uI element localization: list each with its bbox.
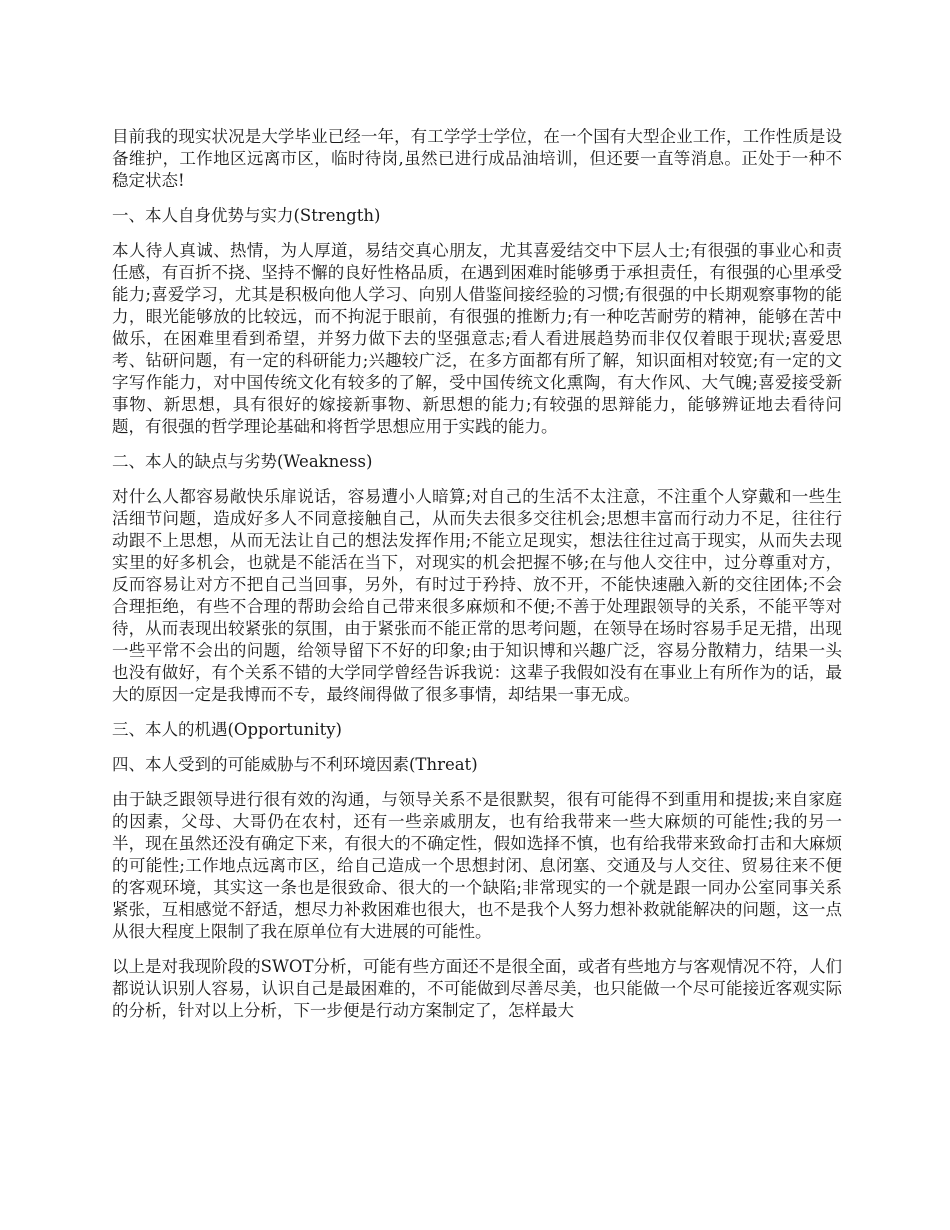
opportunity-heading: 三、本人的机遇(Opportunity) [112, 720, 342, 739]
threat-heading: 四、本人受到的可能威胁与不利环境因素(Threat) [112, 755, 478, 774]
intro-paragraph: 目前我的现实状况是大学毕业已经一年，有工学学士学位，在一个国有大型企业工作，工作性质是设备维护，工作地区远离市区，临时待岗,虽然已进行成品油培训，但还要一直等消息。正处于一种不稳定状态! [112, 127, 842, 190]
threat-paragraph: 由于缺乏跟领导进行很有效的沟通，与领导关系不是很默契，很有可能得不到重用和提拔;来自家庭的因素，父母、大哥仍在农村，还有一些亲戚朋友，也有给我带来一些大麻烦的可能性;我的另一半，现在虽然还没有确定下来，有很大的不确定性，假如选择不慎，也有给我带来致命打击和大麻烦的可能性;工作地点远离市区，给自己造成一个思想封闭、息闭塞、交通及与人交往、贸易往来不便的客观环境，其实这一条也是很致命、很大的一个缺陷;非常现实的一个就是跟一同办公室同事关系紧张，互相感觉不舒适，想尽力补救困难也很大，也不是我个人努力想补救就能解决的问题，这一点从很大程度上限制了我在原单位有大进展的可能性。 [112, 790, 842, 941]
strength-paragraph: 本人待人真诚、热情，为人厚道，易结交真心朋友，尤其喜爱结交中下层人士;有很强的事业心和责任感，有百折不挠、坚持不懈的良好性格品质，在遇到困难时能够勇于承担责任，有很强的心里承受能力;喜爱学习，尤其是积极向他人学习、向别人借鉴间接经验的习惯;有很强的中长期观察事物的能力，眼光能够放的比较远，而不拘泥于眼前，有很强的推断力;有一种吃苦耐劳的精神，能够在苦中做乐，在困难里看到希望，并努力做下去的坚强意志;看人看进展趋势而非仅仅着眼于现状;喜爱思考、钻研问题，有一定的科研能力;兴趣较广泛，在多方面都有所了解，知识面相对较宽;有一定的文字写作能力，对中国传统文化有较多的了解，受中国传统文化熏陶，有大作风、大气魄;喜爱接受新事物、新思想，具有很好的嫁接新事物、新思想的能力;有较强的思辩能力，能够辨证地去看待问题，有很强的哲学理论基础和将哲学思想应用于实践的能力。 [112, 241, 842, 436]
weakness-heading: 二、本人的缺点与劣势(Weakness) [112, 452, 373, 471]
weakness-paragraph: 对什么人都容易敞快乐扉说话，容易遭小人暗算;对自己的生活不太注意，不注重个人穿戴和一些生活细节问题，造成好多人不同意接触自己，从而失去很多交往机会;思想丰富而行动力不足，往往行动跟不上思想，从而无法让自己的想法发挥作用;不能立足现实，想法往往过高于现实，从而失去现实里的好多机会，也就是不能活在当下，对现实的机会把握不够;在与他人交往中，过分尊重对方，反而容易让对方不把自己当回事，另外，有时过于矜持、放不开，不能快速融入新的交往团体;不会合理拒绝，有些不合理的帮助会给自己带来很多麻烦和不便;不善于处理跟领导的关系，不能平等对待，从而表现出较紧张的氛围，由于紧张而不能正常的思考问题，在领导在场时容易手足无措，出现一些平常不会出的问题，给领导留下不好的印象;由于知识博和兴趣广泛，容易分散精力，结果一头也没有做好，有个关系不错的大学同学曾经告诉我说：这辈子我假如没有在事业上有所作为的话，最大的原因一定是我博而不专，最终闹得做了很多事情，却结果一事无成。 [112, 487, 842, 704]
document-page [112, 126, 842, 1035]
strength-heading: 一、本人自身优势与实力(Strength) [112, 206, 381, 225]
conclusion-paragraph: 以上是对我现阶段的SWOT分析，可能有些方面还不是很全面，或者有些地方与客观情况不符，人们都说认识别人容易，认识自己是最困难的，不可能做到尽善尽美，也只能做一个尽可能接近客观实际的分析，针对以上分析，下一步便是行动方案制定了，怎样最大 [112, 957, 842, 1020]
